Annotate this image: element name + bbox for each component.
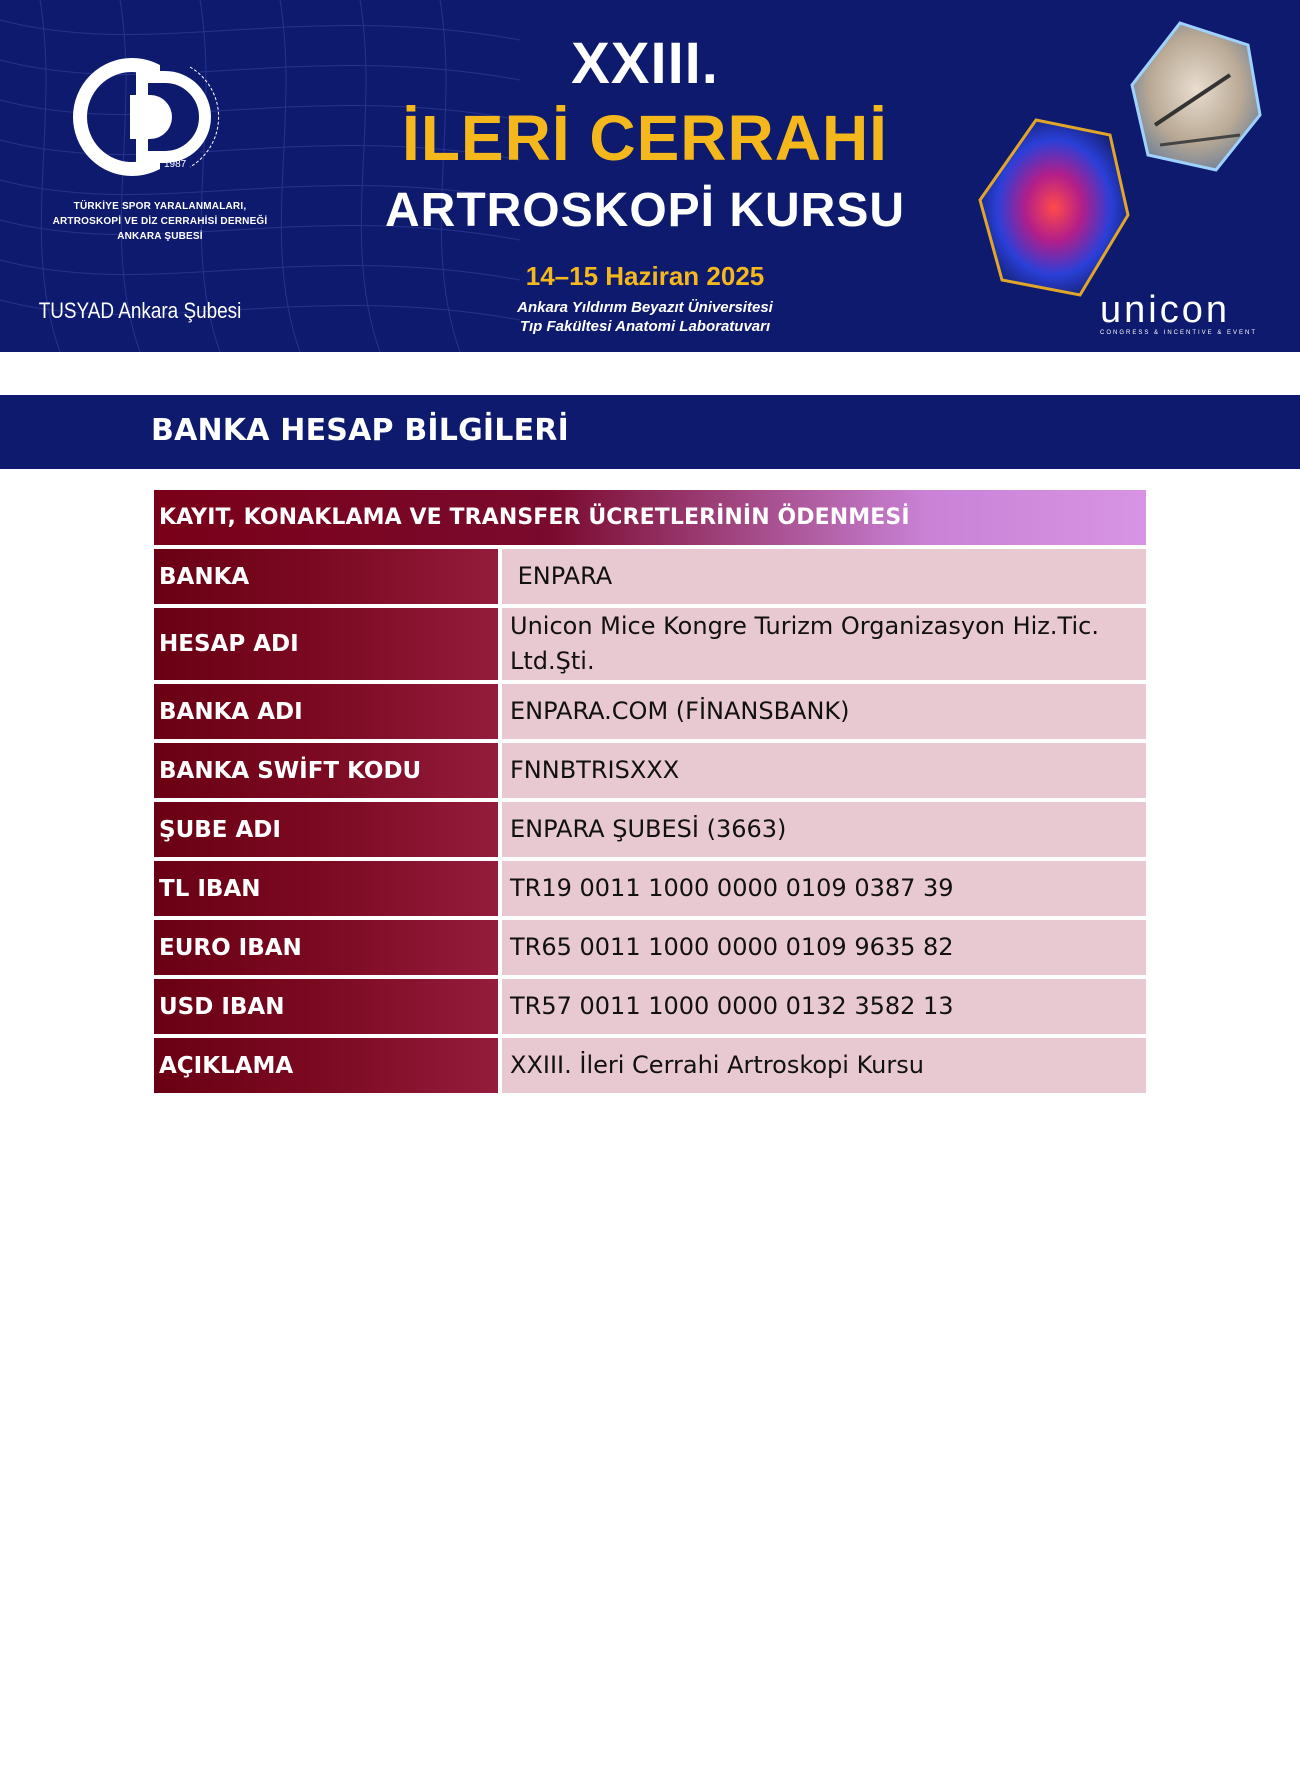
branch-name: TUSYAD Ankara Şubesi <box>38 298 242 323</box>
association-name <box>40 199 280 244</box>
knee-xray-hexagon <box>980 120 1128 295</box>
course-title-line1: İLERİ CERRAHİ <box>402 102 888 174</box>
row-label: HESAP ADI <box>154 608 498 680</box>
table-header <box>154 490 1146 545</box>
row-value: TR19 0011 1000 0000 0109 0387 39 <box>502 861 1146 916</box>
row-label: AÇIKLAMA <box>154 1038 498 1093</box>
association-line: TÜRKİYE SPOR YARALANMALARI, <box>73 201 247 212</box>
table-row-account-name <box>154 608 1146 680</box>
table-row-tl-iban <box>154 861 1146 916</box>
course-banner <box>0 0 1300 352</box>
row-value: TR57 0011 1000 0000 0132 3582 13 <box>502 979 1146 1034</box>
table-row-usd-iban <box>154 979 1146 1034</box>
row-label: ŞUBE ADI <box>154 802 498 857</box>
course-title-block <box>330 28 960 336</box>
row-label: TL IBAN <box>154 861 498 916</box>
table-row-bank <box>154 549 1146 604</box>
table-row-swift <box>154 743 1146 798</box>
row-label: BANKA <box>154 549 498 604</box>
table-header-label: KAYIT, KONAKLAMA VE TRANSFER ÜCRETLERİNİN ÖDENMESİ <box>159 505 910 530</box>
course-edition: XXIII. <box>571 31 719 96</box>
row-value: Unicon Mice Kongre Turizm Organizasyon Hiz.Tic. Ltd.Şti. <box>502 608 1146 680</box>
section-header-bar <box>0 395 1300 469</box>
row-value: ENPARA.COM (FİNANSBANK) <box>502 684 1146 739</box>
row-label: BANKA SWİFT KODU <box>154 743 498 798</box>
association-line: ANKARA ŞUBESİ <box>117 231 203 242</box>
tusyad-logo-icon <box>70 55 260 180</box>
course-title-line2: ARTROSKOPİ KURSU <box>384 184 906 237</box>
row-label: EURO IBAN <box>154 920 498 975</box>
row-value: XXIII. İleri Cerrahi Artroskopi Kursu <box>502 1038 1146 1093</box>
knee-arthroscopy-image <box>960 15 1280 305</box>
row-value: TR65 0011 1000 0000 0109 9635 82 <box>502 920 1146 975</box>
venue-line1: Ankara Yıldırım Beyazıt Üniversitesi <box>517 299 773 316</box>
row-value: ENPARA ŞUBESİ (3663) <box>502 802 1146 857</box>
association-line: ARTROSKOPİ VE DİZ CERRAHİSİ DERNEĞİ <box>52 216 268 227</box>
section-title: BANKA HESAP BİLGİLERİ <box>151 413 569 448</box>
course-dates: 14–15 Haziran 2025 <box>525 261 765 291</box>
table-row-euro-iban <box>154 920 1146 975</box>
table-row-bank-name <box>154 684 1146 739</box>
unicon-tagline: CONGRESS & INCENTIVE & EVENT <box>1100 330 1258 336</box>
row-value: ENPARA <box>502 549 1146 604</box>
table-row-branch <box>154 802 1146 857</box>
venue-line2: Tıp Fakültesi Anatomi Laboratuvarı <box>519 318 771 335</box>
unicon-wordmark: unicon <box>1100 289 1230 331</box>
row-label: USD IBAN <box>154 979 498 1034</box>
table-row-description <box>154 1038 1146 1093</box>
unicon-logo <box>1100 290 1260 336</box>
logo-year: 1987 <box>164 159 187 170</box>
row-label: BANKA ADI <box>154 684 498 739</box>
row-value: FNNBTRISXXX <box>502 743 1146 798</box>
bank-info-table <box>154 490 1146 1097</box>
